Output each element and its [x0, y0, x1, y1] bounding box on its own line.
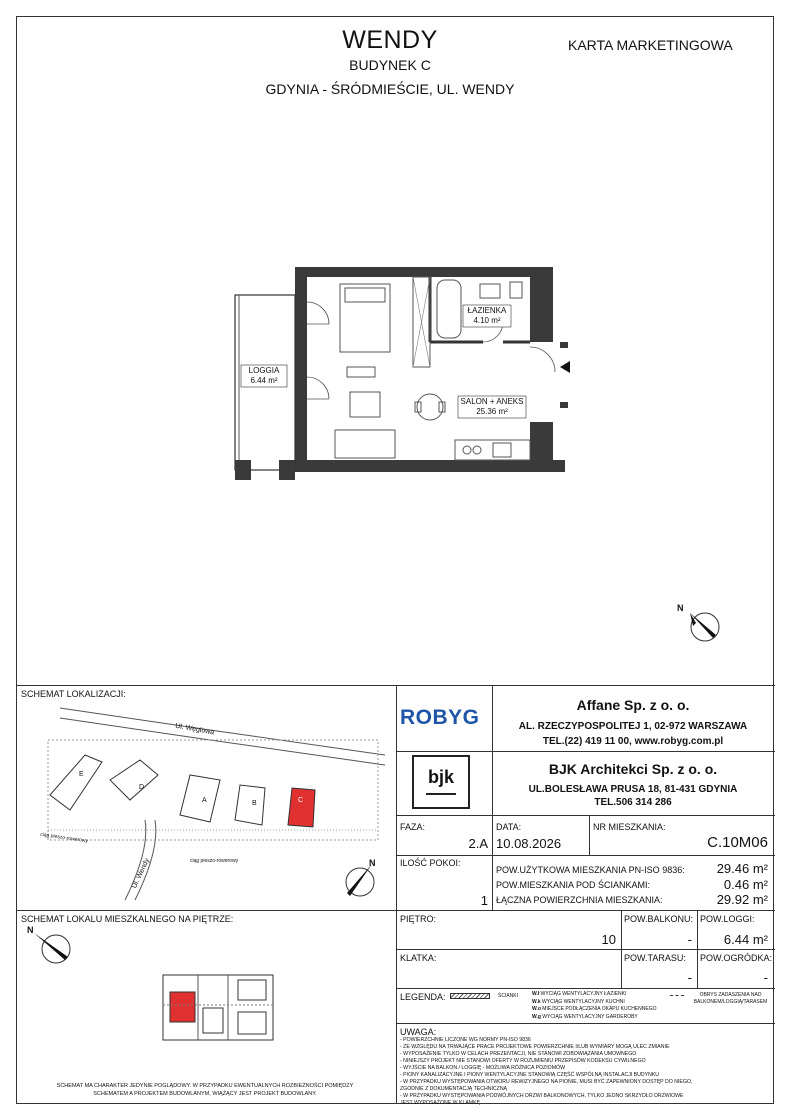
street-label-wendy: Ul. Wendy: [131, 857, 152, 890]
usable-area-label: POW.UŻYTKOWA MIESZKANIA PN-ISO 9836:: [496, 865, 685, 875]
building-marker-a: A: [202, 797, 207, 804]
floor-scheme-disclaimer: SCHEMAT MA CHARAKTER JEDYNIE POGLĄDOWY. W PRZYPADKU EWENTUALNYCH ROZBIEŻNOŚCI POMIĘDZY SCHEMATEM A PROJEKTEM BUDOWLANYM, WIĄŻĄCY JEST PROJEKT BUDOWLANY.: [56, 1083, 354, 1097]
room-loggia-label: LOGGIA 6.44 m²: [248, 366, 280, 385]
legend-walls: ŚCIANKI: [498, 993, 519, 999]
compass-main-label: N: [677, 603, 684, 613]
balcony-value: -: [687, 932, 692, 947]
compass-floor-label: N: [27, 925, 34, 935]
rooms-value: 1: [480, 893, 488, 908]
date-label: DATA:: [496, 822, 522, 832]
floor-label: PIĘTRO:: [400, 914, 437, 924]
compass-location-icon: [338, 858, 383, 903]
apartment-number-value: C.10M06: [707, 834, 768, 851]
architect-address: UL.BOLESŁAWA PRUSA 18, 81-431 GDYNIA: [528, 784, 738, 795]
architect-contact: TEL.506 314 286: [594, 797, 672, 808]
compass-floor-icon: [28, 925, 78, 970]
loggia-label: POW.LOGGI:: [700, 914, 755, 924]
path-label-1: ciąg pieszo-rowerowy: [39, 831, 89, 845]
legend-items: W.ł WYCIĄG WENTYLACYJNY ŁAZIENKI W.k WYCIĄG WENTYLACYJNY KUCHNI W.o MIEJSCE PODŁĄCZENIA OKAPU KUCHENNEGO W.g WYCIĄG WENTYLACYJNY GARDEROBY: [532, 991, 657, 1020]
legend-label: LEGENDA:: [400, 992, 446, 1002]
project-title: WENDY: [342, 26, 438, 54]
building-name: BUDYNEK C: [349, 57, 431, 73]
building-marker-b: B: [252, 800, 257, 807]
location-text: GDYNIA - ŚRÓDMIEŚCIE, UL. WENDY: [265, 81, 515, 97]
developer-name: Affane Sp. z o. o.: [576, 697, 690, 713]
compass-location-label: N: [369, 858, 376, 868]
phase-label: FAZA:: [400, 822, 426, 832]
floor-scheme: [158, 970, 278, 1045]
room-bathroom-label: ŁAZIENKA 4.10 m²: [467, 306, 507, 325]
floor-scheme-label: SCHEMAT LOKALU MIESZKALNEGO NA PIĘTRZE:: [21, 914, 234, 924]
street-label-weglowa: Ul. Węglowa: [174, 722, 215, 737]
developer-contact: TEL.(22) 419 11 00, www.robyg.com.pl: [542, 736, 724, 747]
room-living-label: SALON + ANEKS 25.36 m²: [460, 397, 524, 416]
walls-hatch-icon: [450, 993, 490, 999]
robyg-logo: ROBYG: [400, 706, 480, 729]
compass-main-icon: [680, 605, 725, 650]
terrace-label: POW.TARASU:: [624, 953, 686, 963]
rooms-label: ILOŚĆ POKOI:: [400, 858, 461, 868]
balcony-label: POW.BALKONU:: [624, 914, 694, 924]
total-area-label: ŁĄCZNA POWIERZCHNIA MIESZKANIA:: [496, 895, 663, 905]
architect-name: BJK Architekci Sp. z o. o.: [548, 761, 718, 777]
total-area-value: 29.92 m²: [716, 892, 768, 907]
roof-outline-icon: [670, 995, 684, 996]
floor-value: 10: [601, 932, 616, 947]
developer-address: AL. RZECZYPOSPOLITEJ 1, 02-972 WARSZAWA: [518, 721, 748, 732]
garden-value: -: [763, 970, 768, 985]
building-marker-c: C: [298, 797, 304, 804]
card-type: KARTA MARKETINGOWA: [568, 37, 733, 53]
path-label-2: ciąg pieszo-rowerowy: [190, 858, 239, 864]
staircase-label: KLATKA:: [400, 953, 437, 963]
notes-list: - POWIERZCHNIE LICZONE WG NORMY PN-ISO 9836 - ZE WZGLĘDU NA TRWAJĄCE PRACE PROJEKTOWE POWIERZCHNIE I/LUB WYMIARY MOGĄ ULEC ZMIANIE - WYPOSAŻENIE TYLKO W CELACH PREZENTACJI, NIE STANOWI ZOBOWIĄZANIA UMOWNEGO - NINIEJSZY PROJEKT NIE STANOWI OFERTY W ROZUMIENIU PRZEPISÓW KODEKSU CYWILNEGO - WYJŚCIE NA BALKON / LOGGIĘ - MOŻLIWA RÓŻNICA POZIOMÓW - PIONY KANALIZACYJNE I PIONY WENTYLACYJNE STANOWIĄ CZĘŚĆ WSPÓLNĄ INSTALACJI BUDYNKU - W PRZYPADKU WYSTĘPOWANIA OTWORU REWIZYJNEGO NA PIONIE, MUSI BYĆ ZAPEWNIONY DOSTĘP DO NIEGO, ZGODNIE Z DOKUMENTACJĄ TECHNICZNĄ - W PRZYPADKU WYSTĘPOWANIA PODWÓJNYCH DRZWI BALKONOWYCH, TYLKO JEDNO SKRZYDŁO DRZWIOWE JEST WYPOSAŻONE W KLAMKĘ: [400, 1037, 693, 1106]
building-marker-d: D: [139, 784, 145, 791]
notes-label: UWAGA:: [400, 1027, 437, 1037]
garden-label: POW.OGRÓDKA:: [700, 953, 773, 963]
location-map-label: SCHEMAT LOKALIZACJI:: [21, 689, 126, 699]
date-value: 10.08.2026: [496, 836, 562, 851]
bjk-logo: bjk: [412, 755, 470, 809]
building-marker-e: E: [79, 771, 84, 778]
apartment-number-label: NR MIESZKANIA:: [593, 822, 666, 832]
under-walls-area-label: POW.MIESZKANIA POD ŚCIANKAMI:: [496, 880, 651, 890]
under-walls-area-value: 0.46 m²: [723, 877, 768, 892]
legend-outline: OBRYS ZADASZENIA NAD BALKONEM/LOGGIĄ/TARASEM: [693, 992, 768, 1005]
usable-area-value: 29.46 m²: [716, 861, 768, 876]
loggia-value: 6.44 m²: [723, 932, 768, 947]
terrace-value: -: [687, 970, 692, 985]
phase-value: 2.A: [468, 836, 488, 851]
